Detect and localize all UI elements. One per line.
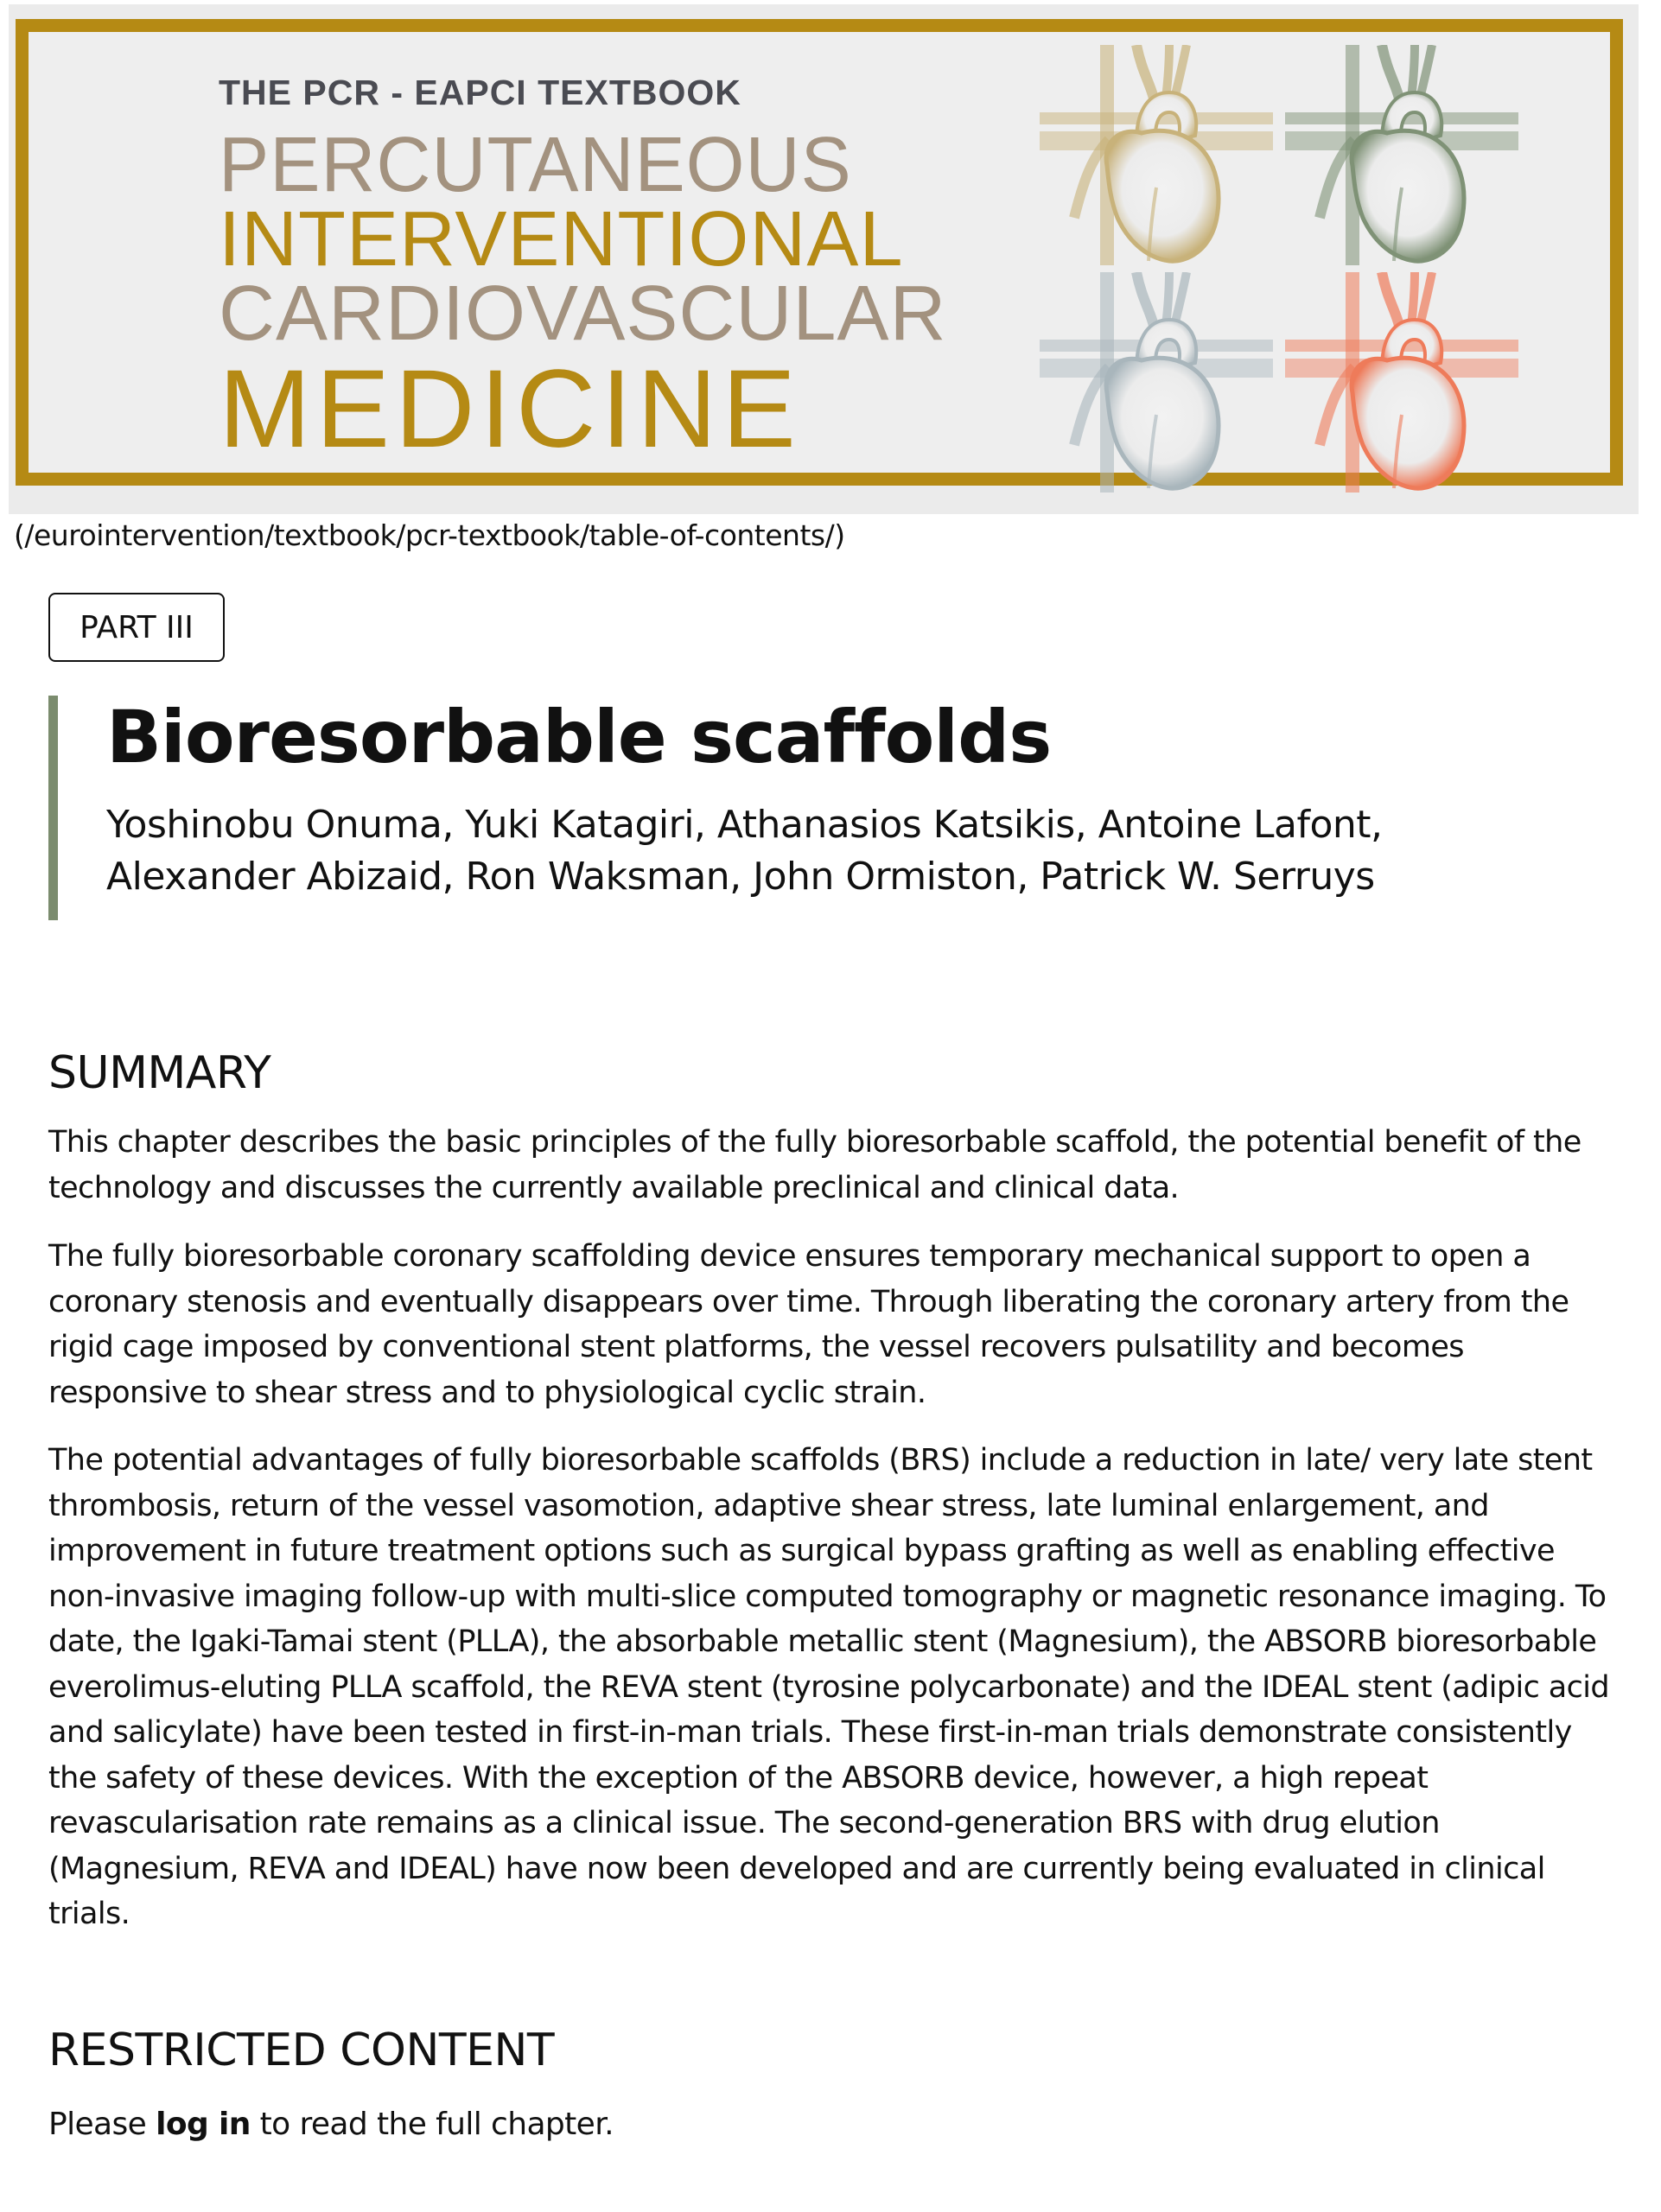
chapter-authors: [106, 799, 1518, 903]
banner-title-line-3: CARDIOVASCULAR: [219, 270, 947, 357]
heart-icon: [1285, 45, 1518, 265]
restricted-text-after: to read the full chapter.: [250, 2107, 614, 2142]
summary-heading: SUMMARY: [48, 1047, 271, 1099]
chapter-header: [48, 696, 1518, 920]
part-badge: PART III: [48, 593, 225, 662]
summary-paragraph-1: This chapter describes the basic principles of the fully bioresorbable scaffold, the potential benefit of the technology and discusses the currently available preclinical and clinical data.: [48, 1125, 1581, 1205]
summary-paragraph-2: The fully bioresorbable coronary scaffolding device ensures temporary mechanical support to open a coronary stenosis and eventually disappears over time. Through liberating the coronary artery from the rigid cage imposed by conventional stent platforms, the vessel recovers pulsatility and becomes responsive to shear stress and to physiological cyclic strain.: [48, 1239, 1569, 1410]
restricted-content-heading: RESTRICTED CONTENT: [48, 2024, 555, 2076]
banner-text: [219, 67, 947, 471]
banner-title-line-4: MEDICINE: [219, 347, 801, 471]
heart-icon: [1040, 45, 1273, 265]
banner-title-line-1: PERCUTANEOUS: [219, 122, 852, 208]
authors-line-2: Alexander Abizaid, Ron Waksman, John Ormiston, Patrick W. Serruys: [106, 855, 1375, 899]
hearts-illustration: [1040, 45, 1524, 494]
log-in-link[interactable]: log in: [156, 2107, 251, 2142]
banner-frame: [16, 19, 1623, 486]
summary-paragraph-3: The potential advantages of fully bioresorbable scaffolds (BRS) include a reduction in late/ very late stent thrombosis, return of the vessel vasomotion, adaptive shear stress, late luminal enlargement, and improvement in future treatment options such as surgical bypass grafting as well as enabling effective non-invasive imaging follow-up with multi-slice computed tomography or magnetic resonance imaging. To date, the Igaki-Tamai stent (PLLA), the absorbable metallic stent (Magnesium), the ABSORB bioresorbable everolimus-eluting PLLA scaffold, the REVA stent (tyrosine polycarbonate) and the IDEAL stent (adipic acid and salicylate) have been tested in first-in-man trials. These first-in-man trials demonstrate consistently the safety of these devices. With the exception of the ABSORB device, however, a high repeat revascularisation rate remains as a clinical issue. The second-generation BRS with drug elution (Magnesium, REVA and IDEAL) have now been developed and are currently being evaluated in clinical trials.: [48, 1443, 1610, 1931]
authors-line-1: Yoshinobu Onuma, Yuki Katagiri, Athanasios Katsikis, Antoine Lafont,: [106, 803, 1383, 847]
heart-icon: [1285, 272, 1518, 493]
restricted-content-message: [48, 2102, 1621, 2148]
restricted-text-before: Please: [48, 2107, 156, 2142]
heart-illustration-orange: [1285, 272, 1518, 493]
heart-illustration-green: [1285, 45, 1518, 265]
banner-subtitle: THE PCR - EAPCI TEXTBOOK: [219, 73, 741, 112]
table-of-contents-link[interactable]: (/eurointervention/textbook/pcr-textbook/table-of-contents/): [14, 518, 845, 552]
textbook-banner[interactable]: [9, 4, 1639, 514]
heart-illustration-gold: [1040, 45, 1273, 265]
banner-title-line-2: INTERVENTIONAL: [219, 196, 904, 283]
heart-icon: [1040, 272, 1273, 493]
heart-illustration-gray: [1040, 272, 1273, 493]
chapter-title: Bioresorbable scaffolds: [106, 695, 1052, 779]
